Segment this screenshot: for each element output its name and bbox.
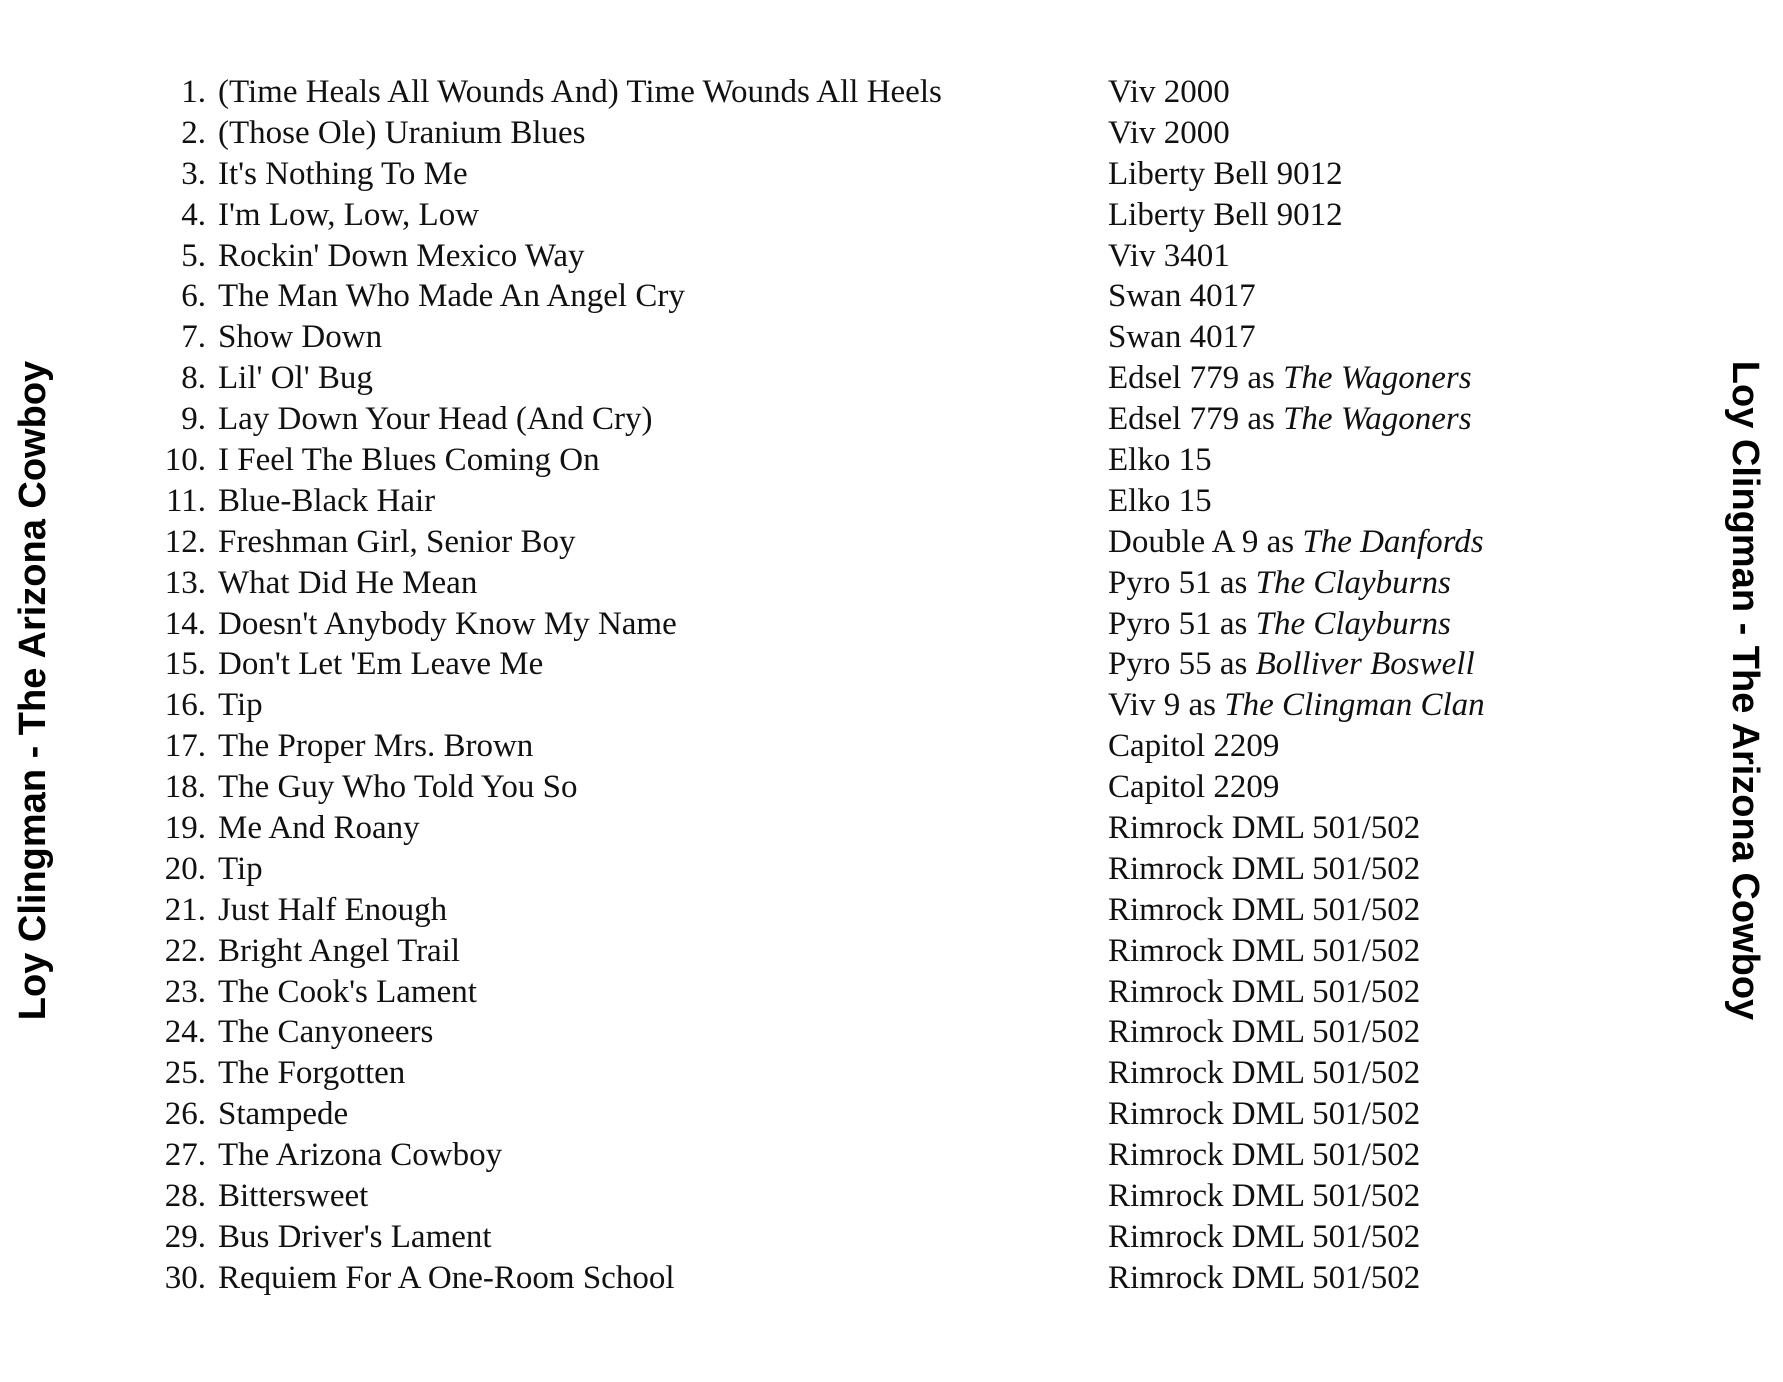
track-label-catalog [1108, 726, 1279, 767]
track-row [140, 1176, 1540, 1217]
track-row [140, 1258, 1540, 1299]
catalog-number: Elko 15 [1108, 442, 1212, 479]
catalog-number: Elko 15 [1108, 482, 1212, 519]
track-row [140, 685, 1540, 726]
track-label-catalog [1108, 1012, 1420, 1053]
track-row [140, 1053, 1540, 1094]
artist-alias: Bolliver Boswell [1255, 646, 1475, 683]
left-spine [0, 0, 60, 1382]
track-label-catalog [1108, 767, 1279, 808]
track-number: 28. [164, 1178, 206, 1215]
track-number: 25. [164, 1055, 206, 1092]
track-row [140, 1217, 1540, 1258]
artist-alias: The Clingman Clan [1224, 687, 1485, 724]
track-title: Doesn't Anybody Know My Name [218, 605, 677, 642]
track-row [140, 195, 1540, 236]
catalog-number: Swan 4017 [1108, 278, 1256, 315]
track-number: 14. [164, 605, 206, 642]
catalog-number: Rimrock DML 501/502 [1108, 1055, 1421, 1092]
track-row [140, 522, 1540, 563]
track-label-catalog [1108, 1094, 1420, 1135]
track-row [140, 972, 1540, 1013]
track-number: 1. [181, 74, 206, 110]
track-label-catalog [1108, 685, 1485, 726]
track-label-catalog [1108, 72, 1230, 113]
track-number: 11. [165, 482, 206, 519]
track-number: 30. [164, 1259, 206, 1296]
catalog-number: Rimrock DML 501/502 [1108, 973, 1421, 1010]
track-number: 27. [164, 1137, 206, 1174]
track-number: 29. [164, 1218, 206, 1255]
track-row [140, 931, 1540, 972]
track-number: 8. [181, 360, 206, 397]
track-row [140, 890, 1540, 931]
track-title: It's Nothing To Me [218, 155, 468, 192]
track-row [140, 276, 1540, 317]
track-label-catalog [1108, 1217, 1420, 1258]
track-number: 17. [164, 728, 206, 765]
track-number: 6. [181, 278, 206, 315]
track-title: Requiem For A One-Room School [218, 1259, 675, 1296]
catalog-number: Rimrock DML 501/502 [1108, 810, 1421, 847]
catalog-number: Viv 3401 [1108, 237, 1230, 274]
catalog-number: Rimrock DML 501/502 [1108, 1259, 1421, 1296]
track-label-catalog [1108, 931, 1420, 972]
catalog-number: Rimrock DML 501/502 [1108, 1137, 1421, 1174]
track-row [140, 1135, 1540, 1176]
track-title: The Man Who Made An Angel Cry [218, 278, 685, 315]
track-title: The Cook's Lament [218, 973, 477, 1010]
catalog-number: Rimrock DML 501/502 [1108, 1014, 1421, 1051]
catalog-number: Viv 9 [1108, 687, 1181, 724]
track-title: Lil' Ol' Bug [218, 360, 373, 397]
track-label-catalog [1108, 1135, 1420, 1176]
left-spine-title: Loy Clingman - The Arizona Cowboy [12, 360, 54, 1021]
track-number: 20. [164, 850, 206, 887]
track-number: 24. [164, 1014, 206, 1051]
catalog-number: Edsel 779 [1108, 360, 1240, 397]
track-row [140, 358, 1540, 399]
track-row [140, 481, 1540, 522]
track-number: 3. [181, 155, 206, 192]
track-label-catalog [1108, 1176, 1420, 1217]
track-title: Me And Roany [218, 810, 420, 847]
as-word: as [1211, 646, 1256, 683]
track-label-catalog [1108, 644, 1475, 685]
catalog-number: Pyro 55 [1108, 646, 1212, 683]
track-title: The Forgotten [218, 1055, 406, 1092]
catalog-number: Rimrock DML 501/502 [1108, 932, 1421, 969]
track-label-catalog [1108, 440, 1212, 481]
catalog-number: Liberty Bell 9012 [1108, 196, 1343, 233]
track-label-catalog [1108, 317, 1256, 358]
track-label-catalog [1108, 563, 1451, 604]
track-title: Freshman Girl, Senior Boy [218, 523, 576, 560]
catalog-number: Rimrock DML 501/502 [1108, 850, 1421, 887]
track-number: 9. [181, 401, 206, 438]
track-row [140, 1094, 1540, 1135]
right-spine [1712, 0, 1772, 1382]
as-word: as [1258, 523, 1303, 560]
track-label-catalog [1108, 522, 1484, 563]
track-title: (Those Ole) Uranium Blues [218, 114, 586, 151]
track-row [140, 154, 1540, 195]
track-label-catalog [1108, 890, 1420, 931]
track-row [140, 113, 1540, 154]
track-row [140, 399, 1540, 440]
catalog-number: Swan 4017 [1108, 319, 1256, 356]
track-title: The Canyoneers [218, 1014, 434, 1051]
catalog-number: Capitol 2209 [1108, 728, 1280, 765]
track-label-catalog [1108, 1258, 1420, 1299]
track-title: Blue-Black Hair [218, 482, 436, 519]
track-title: Bright Angel Trail [218, 932, 461, 969]
track-number: 19. [164, 810, 206, 847]
track-number: 22. [164, 932, 206, 969]
catalog-number: Rimrock DML 501/502 [1108, 1096, 1421, 1133]
track-title: The Guy Who Told You So [218, 769, 578, 806]
track-label-catalog [1108, 236, 1230, 277]
track-label-catalog [1108, 195, 1343, 236]
as-word: as [1211, 605, 1256, 642]
track-row [140, 563, 1540, 604]
track-number: 15. [164, 646, 206, 683]
catalog-number: Pyro 51 [1108, 605, 1212, 642]
track-row [140, 726, 1540, 767]
artist-alias: The Wagoners [1283, 401, 1472, 438]
track-label-catalog [1108, 399, 1472, 440]
track-title: Just Half Enough [218, 891, 448, 928]
track-title: What Did He Mean [218, 564, 478, 601]
track-title: The Arizona Cowboy [218, 1137, 503, 1174]
track-row [140, 72, 1540, 113]
track-row [140, 808, 1540, 849]
catalog-number: Double A 9 [1108, 523, 1259, 560]
track-label-catalog [1108, 276, 1256, 317]
as-word: as [1211, 564, 1256, 601]
track-label-catalog [1108, 808, 1420, 849]
track-title: Bittersweet [218, 1178, 369, 1215]
track-title: (Time Heals All Wounds And) Time Wounds All Heels [218, 74, 942, 110]
track-row [140, 849, 1540, 890]
catalog-number: Capitol 2209 [1108, 769, 1280, 806]
track-title: I Feel The Blues Coming On [218, 442, 600, 479]
track-label-catalog [1108, 481, 1212, 522]
track-number: 18. [164, 769, 206, 806]
track-row [140, 440, 1540, 481]
track-list [140, 72, 1540, 1299]
catalog-number: Rimrock DML 501/502 [1108, 891, 1421, 928]
right-spine-title: Loy Clingman - The Arizona Cowboy [1724, 360, 1766, 1021]
track-title: Lay Down Your Head (And Cry) [218, 401, 653, 438]
catalog-number: Pyro 51 [1108, 564, 1212, 601]
track-number: 4. [181, 196, 206, 233]
catalog-number: Liberty Bell 9012 [1108, 155, 1343, 192]
track-label-catalog [1108, 154, 1343, 195]
artist-alias: The Danfords [1302, 523, 1484, 560]
track-row [140, 317, 1540, 358]
track-number: 21. [164, 891, 206, 928]
track-number: 5. [181, 237, 206, 274]
catalog-number: Viv 2000 [1108, 74, 1230, 110]
track-label-catalog [1108, 972, 1420, 1013]
track-title: Show Down [218, 319, 383, 356]
artist-alias: The Wagoners [1283, 360, 1472, 397]
track-title: Don't Let 'Em Leave Me [218, 646, 544, 683]
track-number: 13. [164, 564, 206, 601]
artist-alias: The Clayburns [1255, 605, 1451, 642]
track-title: Rockin' Down Mexico Way [218, 237, 585, 274]
catalog-number: Rimrock DML 501/502 [1108, 1178, 1421, 1215]
track-row [140, 1012, 1540, 1053]
track-title: Tip [218, 850, 263, 887]
track-row [140, 767, 1540, 808]
catalog-number: Edsel 779 [1108, 401, 1240, 438]
track-number: 12. [164, 523, 206, 560]
track-title: Stampede [218, 1096, 349, 1133]
track-title: Tip [218, 687, 263, 724]
artist-alias: The Clayburns [1255, 564, 1451, 601]
track-title: The Proper Mrs. Brown [218, 728, 534, 765]
track-title: Bus Driver's Lament [218, 1218, 492, 1255]
track-row [140, 644, 1540, 685]
track-row [140, 236, 1540, 277]
track-label-catalog [1108, 604, 1451, 645]
track-number: 16. [164, 687, 206, 724]
track-label-catalog [1108, 358, 1472, 399]
as-word: as [1239, 401, 1284, 438]
track-label-catalog [1108, 113, 1230, 154]
as-word: as [1239, 360, 1284, 397]
track-label-catalog [1108, 1053, 1420, 1094]
track-row [140, 604, 1540, 645]
track-number: 2. [181, 114, 206, 151]
as-word: as [1180, 687, 1225, 724]
track-number: 23. [164, 973, 206, 1010]
catalog-number: Rimrock DML 501/502 [1108, 1218, 1421, 1255]
track-number: 7. [181, 319, 206, 356]
track-number: 26. [164, 1096, 206, 1133]
track-title: I'm Low, Low, Low [218, 196, 480, 233]
track-number: 10. [164, 442, 206, 479]
catalog-number: Viv 2000 [1108, 114, 1230, 151]
track-label-catalog [1108, 849, 1420, 890]
